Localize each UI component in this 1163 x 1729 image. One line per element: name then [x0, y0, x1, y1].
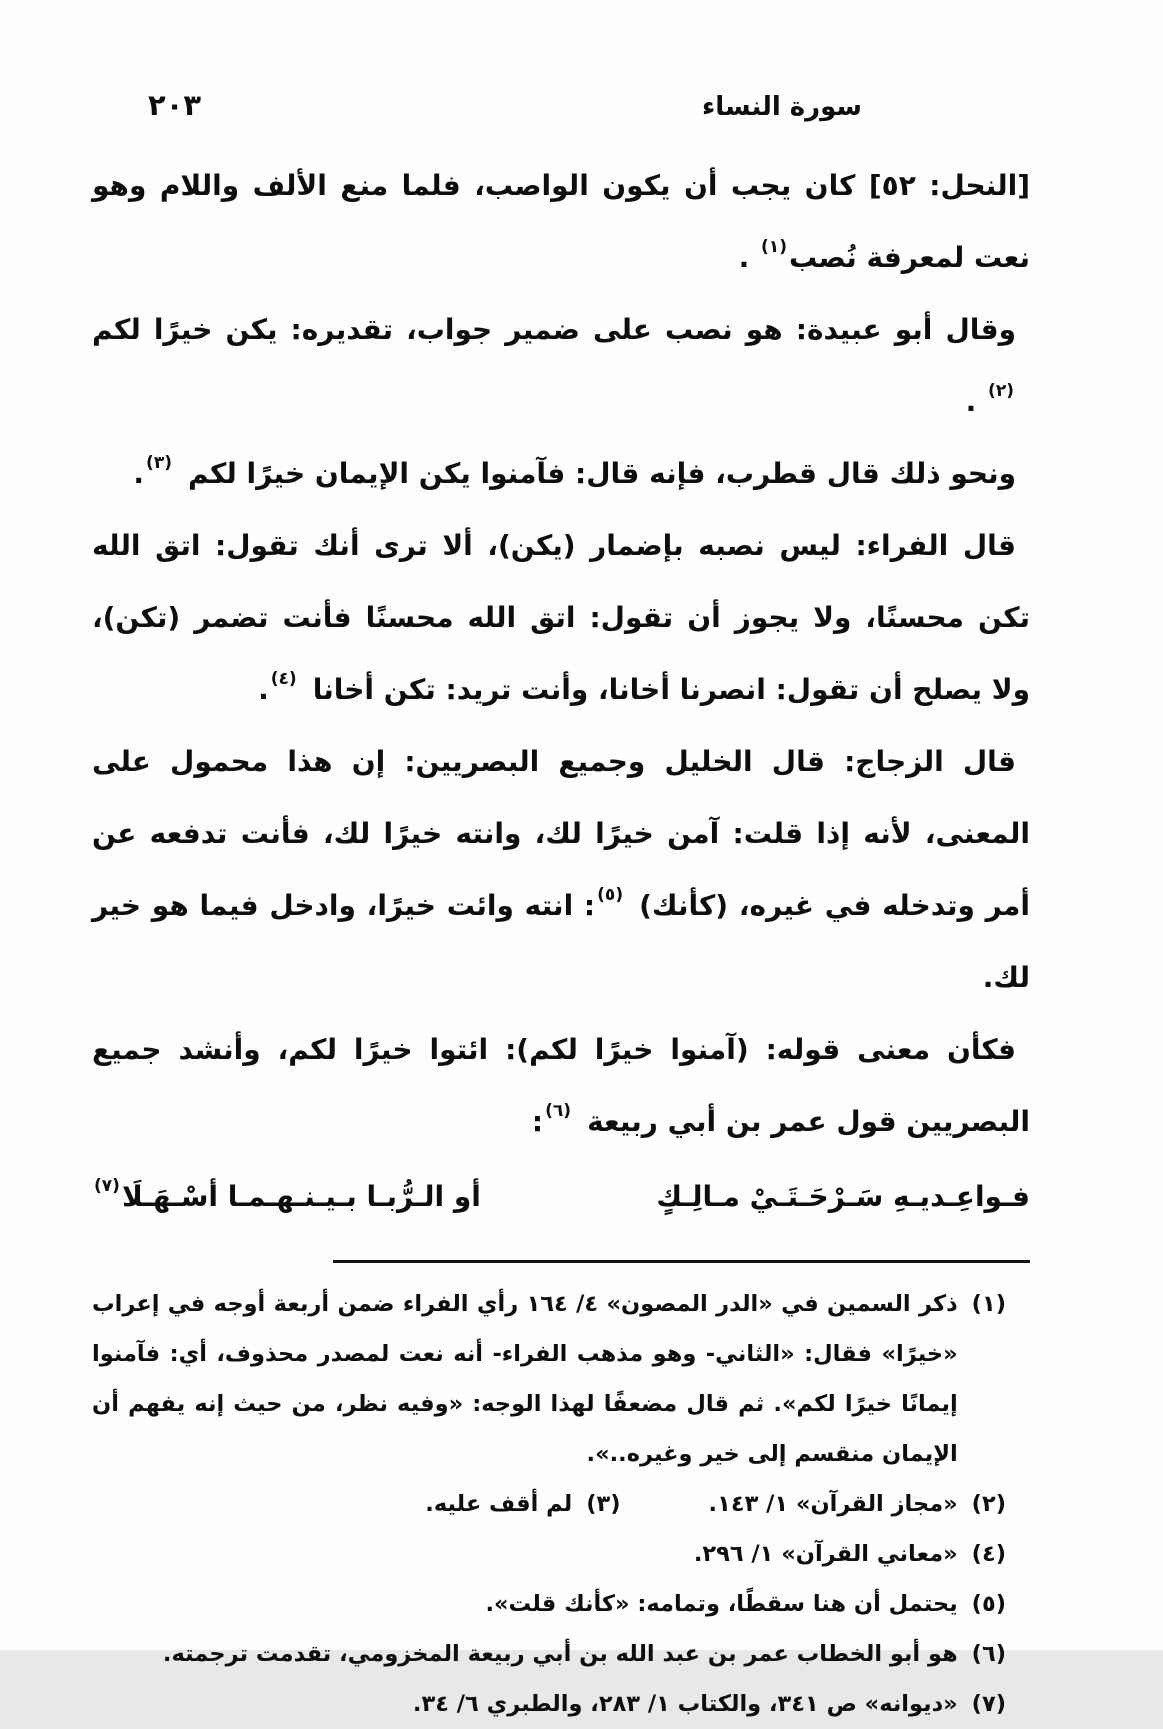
text-run: قال الزجاج: قال الخليل وجميع البصريين: إن هذا محمول على المعنى، لأنه إذا قلت: آمن خيرًا لك، وانته خيرًا لك، فأنت تدفعه عن أمر وتدخله في غيره، (كأنك) [92, 745, 1030, 922]
footnote-text: هو أبو الخطاب عمر بن عبد الله بن أبي ربيعة المخزومي، تقدمت ترجمته. [162, 1641, 958, 1667]
text-run: أو الـرُّبـا بـيـنـهـمـا أسْـهَـلَا [121, 1180, 481, 1213]
text-run: . [133, 457, 145, 490]
text-run: : انته وائت خيرًا، وادخل فيما هو خير لك. [92, 889, 1030, 994]
text-run: . [258, 673, 269, 706]
text-run: وقال أبو عبيدة: هو نصب على ضمير جواب، تقديره: يكن خيرًا لكم [92, 313, 1016, 346]
footnote-text: «ديوانه» ص ٣٤١، والكتاب ١/ ٢٨٣، والطبري ٦/ ٣٤. [412, 1691, 958, 1717]
footnote [92, 1279, 1006, 1479]
footnotes [92, 1279, 1006, 1729]
footnote-marker: (٤) [971, 1541, 1006, 1567]
paragraph: ونحو ذلك قال قطرب، فإنه قال: فآمنوا يكن الإيمان خيرًا لكم(٣). [133, 453, 1016, 490]
footnote [92, 1629, 1006, 1679]
page-header [92, 88, 1030, 122]
text-run: [النحل: ٥٢] كان يجب أن يكون الواصب، فلما منع الألف واللام وهو نعت لمعرفة نُصب [92, 169, 1030, 274]
footnote-separator [333, 1260, 1030, 1263]
footnote-text: «مجاز القرآن» ١/ ١٤٣. [708, 1491, 958, 1517]
text-run: ونحو ذلك قال قطرب، فإنه قال: فآمنوا يكن الإيمان خيرًا لكم [188, 457, 1016, 490]
footnote-marker: (٣) [586, 1491, 621, 1517]
footnote-marker: (٦) [971, 1641, 1006, 1667]
footnote-text: لم أقف عليه. [425, 1491, 573, 1517]
footnote-marker: (٢) [971, 1491, 1006, 1517]
footnote-text: يحتمل أن هنا سقطًا، وتمامه: «كأنك قلت». [485, 1591, 958, 1617]
paragraph: قال الفراء: ليس نصبه بإضمار (يكن)، ألا ترى أنك تقول: اتق الله تكن محسنًا، ولا يجوز أن تقول: اتق الله محسنًا فأنت تضمر (تكن)، ولا يصلح أن تقول: انصرنا أخانا، وأنت تريد: تكن أخانا(٤). [92, 529, 1030, 706]
surah-title: سورة النساء [701, 92, 862, 122]
footnote [92, 1529, 1006, 1579]
footnote [709, 1479, 1006, 1529]
footnote-row [92, 1529, 1006, 1579]
hemistich-left: أو الـرُّبـا بـيـنـهـمـا أسْـهَـلَا(٧) [94, 1176, 481, 1213]
paragraph: [النحل: ٥٢] كان يجب أن يكون الواصب، فلما منع الألف واللام وهو نعت لمعرفة نُصب(١) . [92, 169, 1030, 274]
footnote-row [92, 1679, 1006, 1729]
footnote [92, 1579, 1006, 1629]
text-run: : [531, 1105, 544, 1138]
footnote-marker: (٥) [971, 1591, 1006, 1617]
footnote-row [92, 1279, 1006, 1479]
footnote-row [92, 1629, 1006, 1679]
text-run: فكأن معنى قوله: (آمنوا خيرًا لكم): ائتوا خيرًا لكم، وأنشد جميع البصريين قول عمر بن أبي ربيعة [92, 1033, 1030, 1138]
paragraph: وقال أبو عبيدة: هو نصب على ضمير جواب، تقديره: يكن خيرًا لكم(٢) . [92, 313, 1016, 418]
text-run: . [965, 385, 987, 418]
footnote-row [92, 1479, 1006, 1529]
hemistich-right: فـواعِـديـهِ سَـرْحَـتَـيْ مـالِـكٍ [656, 1180, 1030, 1213]
poetry-verse [92, 1160, 1030, 1234]
footnote [92, 1679, 1006, 1729]
footnote-text: «معاني القرآن» ١/ ٢٩٦. [693, 1541, 958, 1567]
body-text [92, 150, 1030, 1158]
footnote-row [92, 1579, 1006, 1629]
footnote [425, 1479, 620, 1529]
footnote-text: ذكر السمين في «الدر المصون» ٤/ ١٦٤ رأي الفراء ضمن أربعة أوجه في إعراب «خيرًا» فقال: «الثاني- وهو مذهب الفراء- أنه نعت لمصدر محذوف، أي: فآمنوا إيمانًا خيرًا لكم». ثم قال مضعفًا لهذا الوجه: «وفيه نظر، من حيث إنه يفهم أن الإيمان منقسم إلى خير وغيره..». [92, 1291, 958, 1467]
footnote-marker: (٧) [971, 1691, 1006, 1717]
paragraph: فكأن معنى قوله: (آمنوا خيرًا لكم): ائتوا خيرًا لكم، وأنشد جميع البصريين قول عمر بن أبي ربيعة(٦): [92, 1033, 1030, 1138]
text-run: قال الفراء: ليس نصبه بإضمار (يكن)، ألا ترى أنك تقول: اتق الله تكن محسنًا، ولا يجوز أن تقول: اتق الله محسنًا فأنت تضمر (تكن)، ولا يصلح أن تقول: انصرنا أخانا، وأنت تريد: تكن أخانا [92, 529, 1030, 706]
text-run: . [738, 241, 760, 274]
page-number: ٢٠٣ [148, 88, 202, 122]
footnote-marker: (١) [971, 1291, 1006, 1317]
paragraph: قال الزجاج: قال الخليل وجميع البصريين: إن هذا محمول على المعنى، لأنه إذا قلت: آمن خيرًا لك، وانته خيرًا لك، فأنت تدفعه عن أمر وتدخله في غيره، (كأنك)(٥): انته وائت خيرًا، وادخل فيما هو خير لك. [92, 745, 1030, 994]
